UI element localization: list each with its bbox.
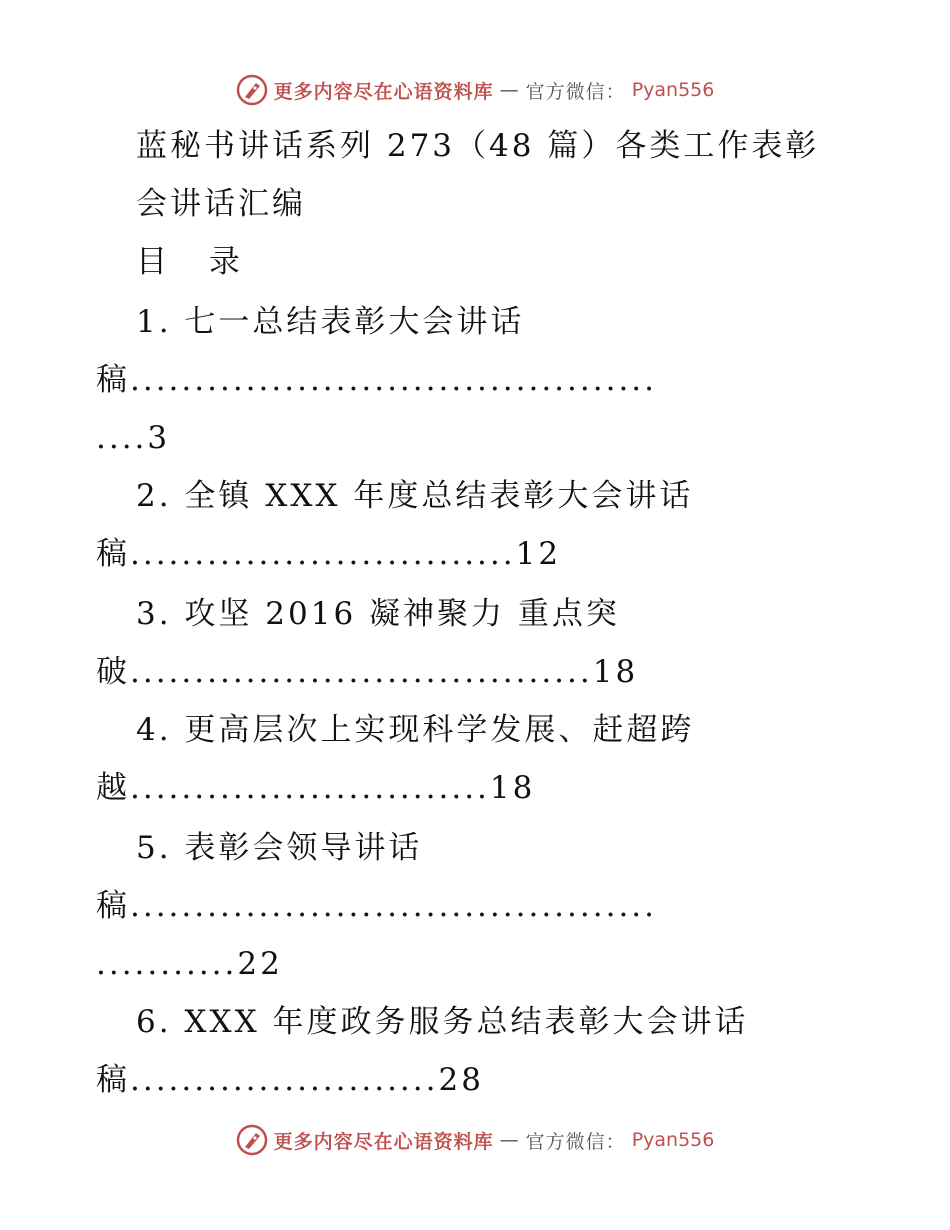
watermark-wechat-label: 官方微信： bbox=[525, 80, 626, 103]
toc-entry-5-leader[interactable]: 稿......................................... bbox=[96, 888, 658, 924]
toc-entry-4-leader[interactable]: 越............................18 bbox=[96, 770, 536, 806]
toc-entry-2-leader[interactable]: 稿..............................12 bbox=[96, 536, 562, 572]
toc-entry-1-page[interactable]: ....3 bbox=[96, 420, 171, 456]
watermark-site-text: 更多内容尽在心语资料库 bbox=[273, 1130, 494, 1153]
toc-entry-5-page[interactable]: ...........22 bbox=[96, 946, 283, 982]
toc-entry-1-title[interactable]: 1. 七一总结表彰大会讲话 bbox=[136, 304, 525, 340]
toc-entry-4-title[interactable]: 4. 更高层次上实现科学发展、赶超跨 bbox=[136, 712, 695, 748]
toc-entry-6-title[interactable]: 6. XXX 年度政务服务总结表彰大会讲话 bbox=[136, 1004, 749, 1040]
toc-entry-6-leader[interactable]: 稿........................28 bbox=[96, 1062, 484, 1098]
pen-nib-logo-icon bbox=[236, 74, 268, 106]
toc-entry-2-title[interactable]: 2. 全镇 XXX 年度总结表彰大会讲话 bbox=[136, 478, 694, 514]
toc-entry-1-leader[interactable]: 稿......................................... bbox=[96, 362, 658, 398]
toc-heading: 目 录 bbox=[136, 244, 256, 280]
watermark-site-text: 更多内容尽在心语资料库 bbox=[273, 80, 494, 103]
toc-entry-3-leader[interactable]: 破....................................18 bbox=[96, 654, 639, 690]
pen-nib-logo-icon bbox=[236, 1124, 268, 1156]
watermark-dash: — bbox=[499, 1129, 520, 1151]
toc-entry-5-title[interactable]: 5. 表彰会领导讲话 bbox=[136, 830, 423, 866]
document-title-line2: 会讲话汇编 bbox=[136, 186, 306, 222]
toc-entry-3-title[interactable]: 3. 攻坚 2016 凝神聚力 重点突 bbox=[136, 596, 620, 632]
watermark-dash: — bbox=[499, 79, 520, 101]
header-watermark bbox=[0, 72, 950, 108]
watermark-wechat-label: 官方微信： bbox=[525, 1130, 626, 1153]
footer-watermark bbox=[0, 1122, 950, 1158]
watermark-wechat-id: Pyan556 bbox=[631, 79, 715, 101]
document-title-line1: 蓝秘书讲话系列 273（48 篇）各类工作表彰 bbox=[136, 128, 820, 164]
watermark-wechat-id: Pyan556 bbox=[631, 1129, 715, 1151]
